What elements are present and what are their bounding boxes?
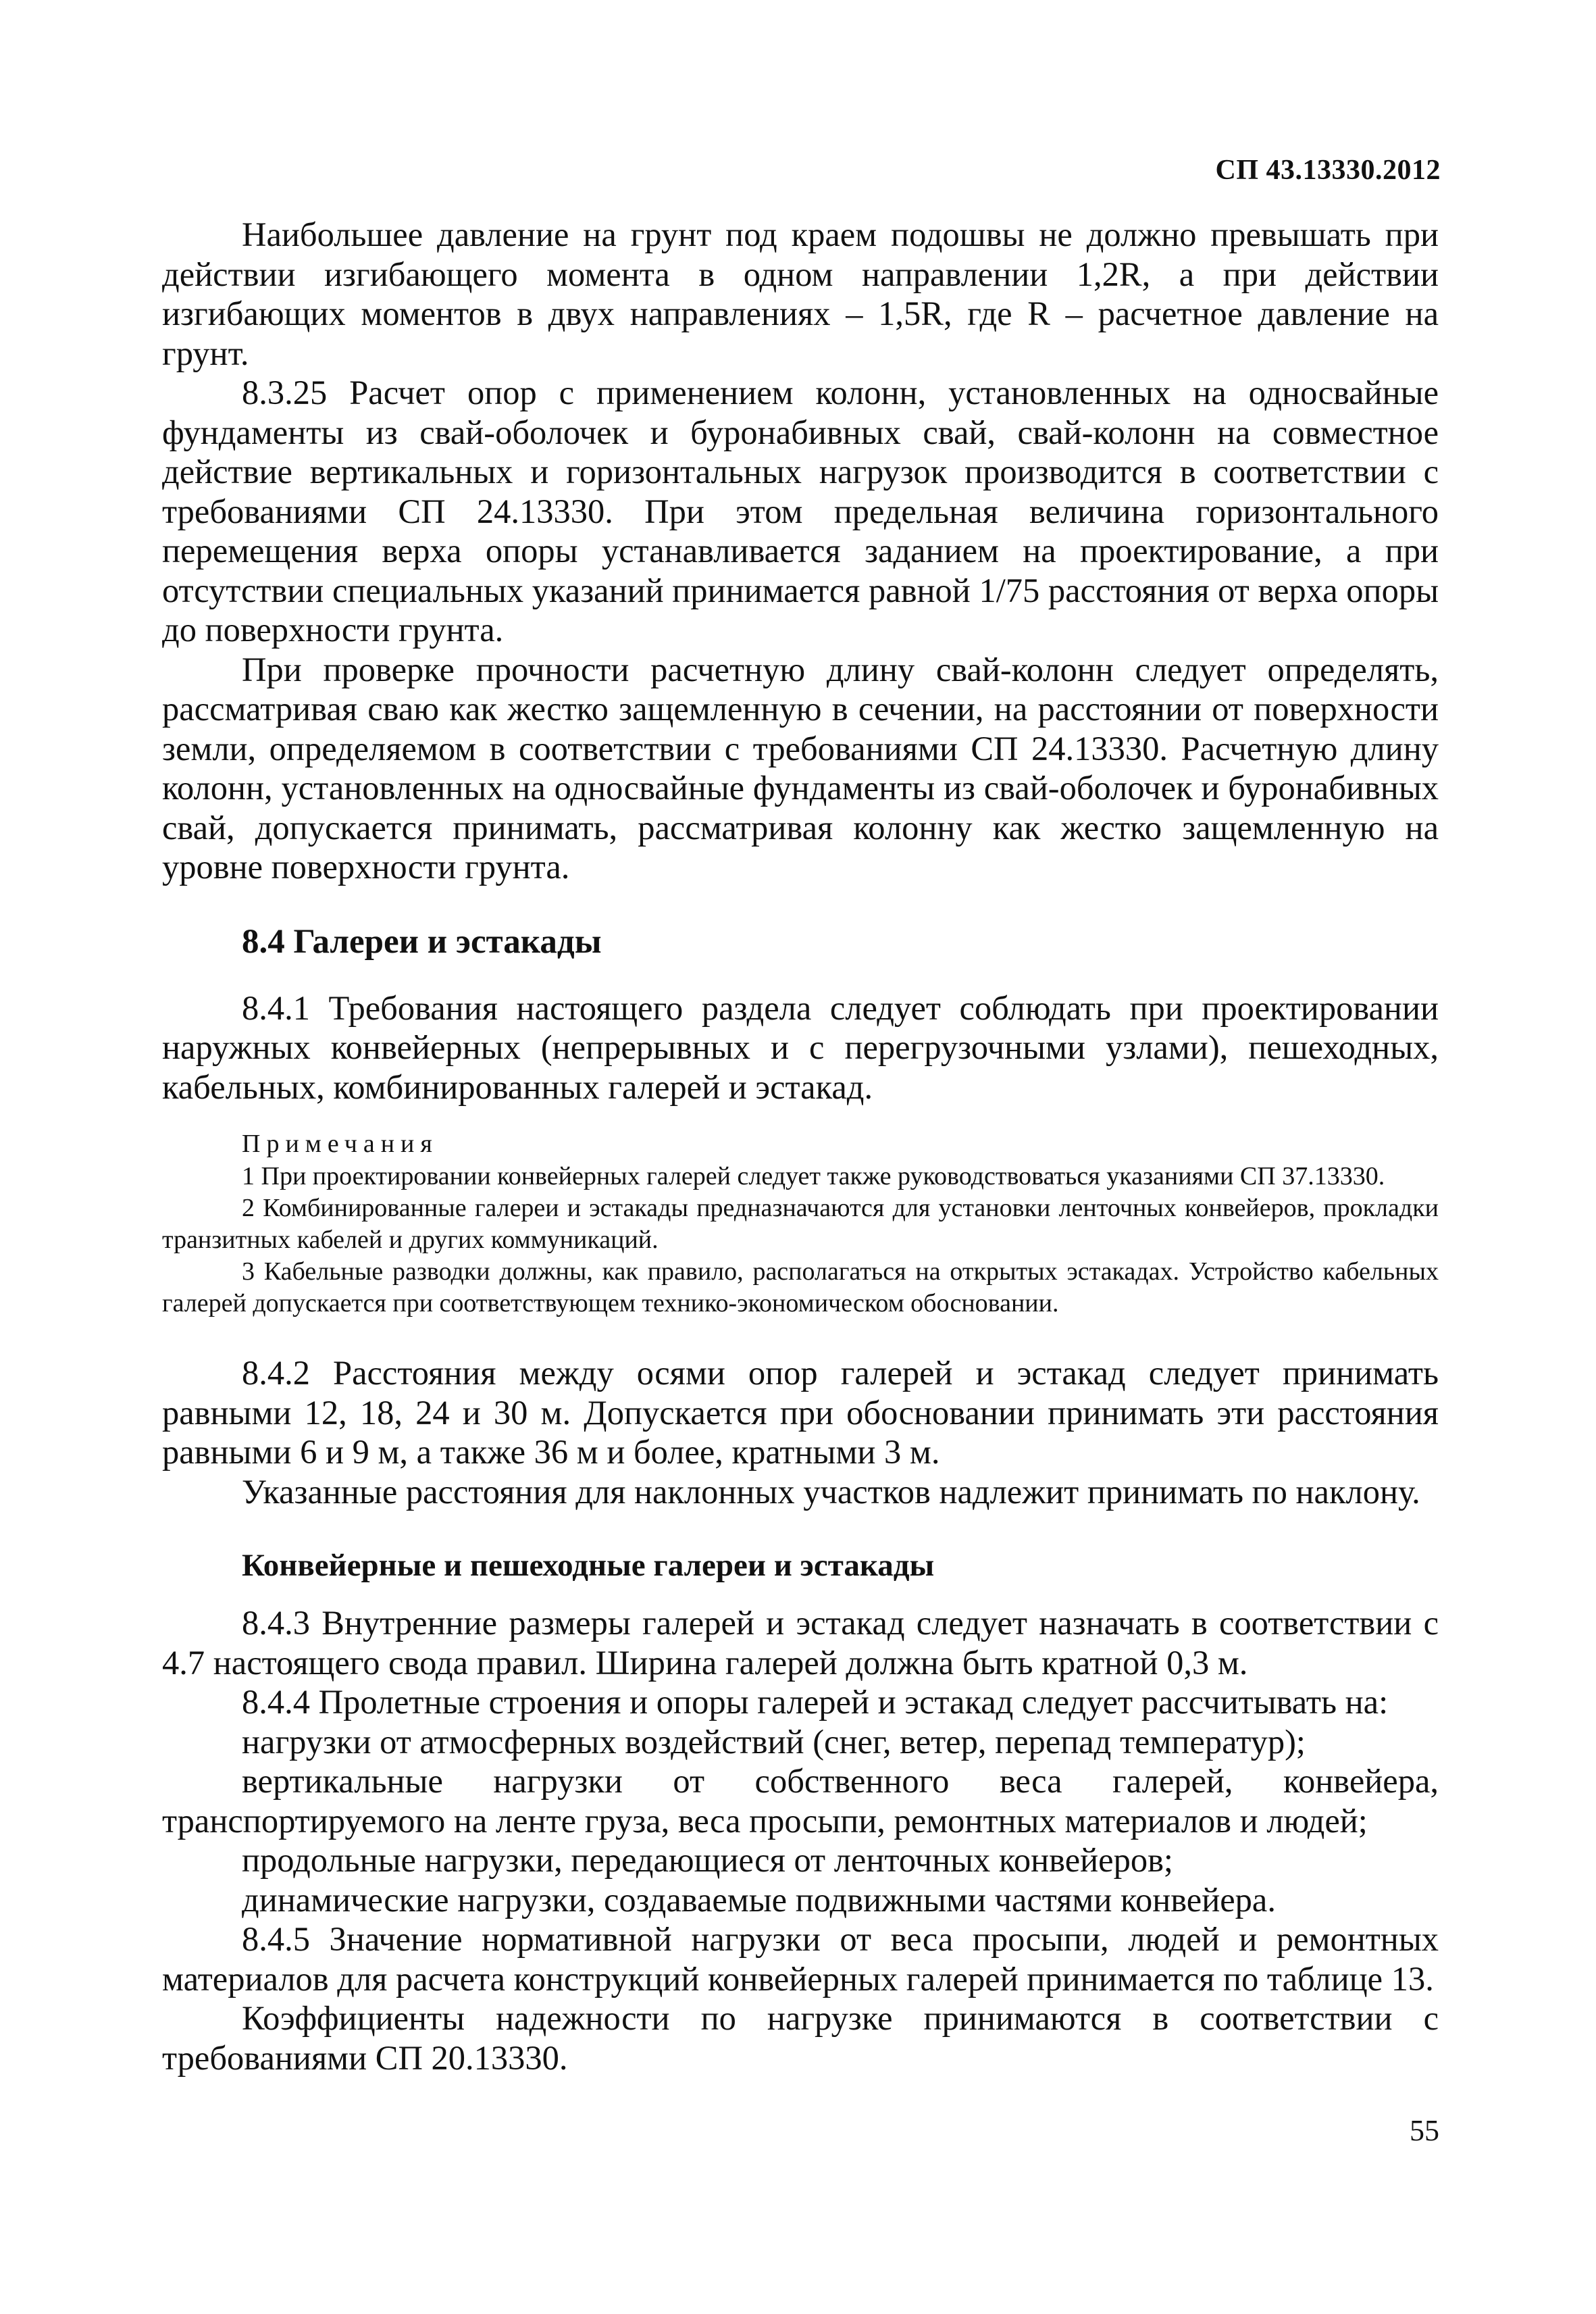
section-heading-8-4: 8.4 Галереи и эстакады	[242, 922, 602, 961]
document-code: СП 43.13330.2012	[1215, 155, 1441, 186]
page-number: 55	[1410, 2114, 1439, 2147]
note-item: 2 Комбинированные галереи и эстакады предназначаются для установки ленточных конвейеров, прокладки транзитных кабелей и других коммуникаций.	[162, 1194, 1439, 1254]
paragraph-pile-columns: При проверке прочности расчетную длину свай-колонн следует определять, рассматривая сваю как жестко защемленную в сечении, на расстоянии от поверхности земли, определяемом в соответствии с требованиями СП 24.13330. Расчетную длину колонн, установленных на односвайные фундаменты из свай-оболочек и буронабивных свай, допускается принимать, рассматривая колонну как жестко защемленную на уровне поверхности грунта.	[162, 650, 1439, 886]
list-item: нагрузки от атмосферных воздействий (снег, ветер, перепад температур);	[242, 1722, 1306, 1761]
paragraph-8-4-3: 8.4.3 Внутренние размеры галерей и эстакад следует назначать в соответствии с 4.7 настоящего свода правил. Ширина галерей должна быть кратной 0,3 м.	[162, 1604, 1439, 1682]
paragraph-reliability: Коэффициенты надежности по нагрузке принимаются в соответствии с требованиями СП 20.13330.	[162, 1999, 1439, 2077]
list-item: продольные нагрузки, передающиеся от ленточных конвейеров;	[242, 1841, 1173, 1879]
paragraph-pressure: Наибольшее давление на грунт под краем подошвы не должно превышать при действии изгибающего момента в одном направлении 1,2R, а при действии изгибающих моментов в двух направлениях – 1,5R, где R – расчетное давление на грунт.	[162, 216, 1439, 372]
paragraph-8-4-2-slope: Указанные расстояния для наклонных участков надлежит принимать по наклону.	[242, 1472, 1420, 1511]
page-content	[162, 215, 1439, 2078]
note-item: 1 При проектировании конвейерных галерей следует также руководствоваться указаниями СП 37.13330.	[242, 1162, 1385, 1190]
paragraph-8-4-1: 8.4.1 Требования настоящего раздела следует соблюдать при проектировании наружных конвейерных (непрерывных и с перегрузочными узлами), пешеходных, кабельных, комбинированных галерей и эстакад.	[162, 988, 1439, 1106]
paragraph-8-4-5: 8.4.5 Значение нормативной нагрузки от веса просыпи, людей и ремонтных материалов для расчета конструкций конвейерных галерей принимается по таблице 13.	[162, 1920, 1439, 1998]
list-item: динамические нагрузки, создаваемые подвижными частями конвейера.	[242, 1880, 1276, 1919]
paragraph-8-4-4: 8.4.4 Пролетные строения и опоры галерей и эстакад следует рассчитывать на:	[242, 1683, 1389, 1721]
notes-block	[162, 1127, 1439, 1319]
list-item: вертикальные нагрузки от собственного веса галерей, конвейера, транспортируемого на ленте груза, веса просыпи, ремонтных материалов и людей;	[162, 1762, 1439, 1840]
note-item: 3 Кабельные разводки должны, как правило, располагаться на открытых эстакадах. Устройство кабельных галерей допускается при соответствующем технико-экономическом обосновании.	[162, 1257, 1439, 1317]
paragraph-8-3-25: 8.3.25 Расчет опор с применением колонн, установленных на односвайные фундаменты из свай-оболочек и буронабивных свай, свай-колонн на совместное действие вертикальных и горизонтальных нагрузок производится в соответствии с требованиями СП 24.13330. При этом предельная величина горизонтального перемещения верха опоры устанавливается заданием на проектирование, а при отсутствии специальных указаний принимается равной 1/75 расстояния от верха опоры до поверхности грунта.	[162, 374, 1439, 649]
paragraph-8-4-2: 8.4.2 Расстояния между осями опор галерей и эстакад следует принимать равными 12, 18, 24 и 30 м. Допускается при обосновании принимать эти расстояния равными 6 и 9 м, а также 36 м и более, кратными 3 м.	[162, 1354, 1439, 1471]
notes-title: Примечания	[242, 1130, 438, 1158]
subsection-heading-conveyor: Конвейерные и пешеходные галереи и эстакады	[242, 1548, 935, 1583]
